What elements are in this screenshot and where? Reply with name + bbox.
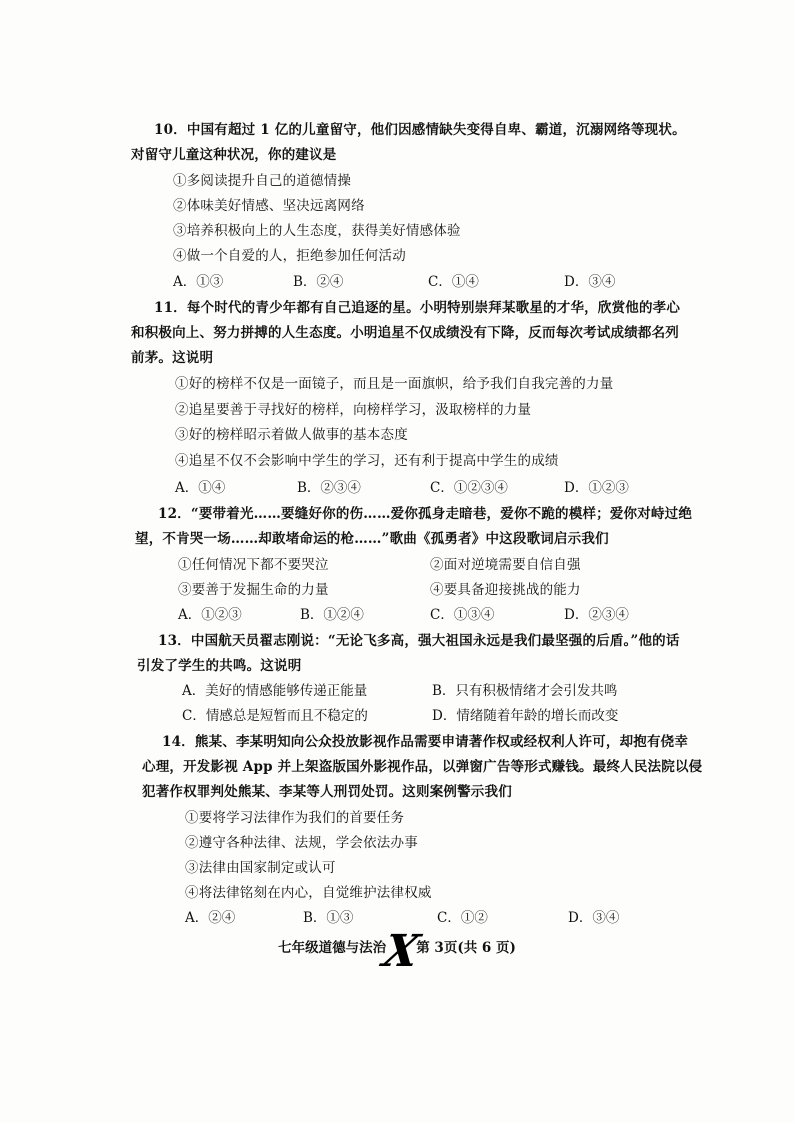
q11-item-3: ③好的榜样昭示着做人做事的基本态度 [175, 427, 408, 443]
q10-choice-a: A．①③ [173, 274, 224, 290]
q10-item-3: ③培养积极向上的人生态度，获得美好情感体验 [173, 223, 461, 239]
q14-stem-line-3: 犯著作权罪判处熊某、李某等人刑罚处罚。这则案例警示我们 [142, 784, 512, 800]
q11-choice-d: D．①②③ [564, 480, 629, 496]
q13-choice-b: B．只有积极情绪才会引发共鸣 [432, 683, 618, 699]
q12-stem-line-1: 12．“要带着光……要缝好你的伤……爱你孤身走暗巷，爱你不跪的模样；爱你对峙过绝 [158, 506, 693, 522]
q11-stem-line-2: 和积极向上、努力拼搏的人生态度。小明追星不仅成绩没有下降，反而每次考试成绩都名列 [131, 325, 679, 341]
q14-choice-d: D．③④ [568, 910, 620, 926]
q12-choice-a: A．①②③ [178, 607, 242, 623]
q14-choice-a: A．②④ [185, 910, 236, 926]
q12-choice-b: B．①②④ [300, 607, 364, 623]
q11-item-4: ④追星不仅不会影响中学生的学习，还有利于提高中学生的成绩 [175, 453, 559, 469]
q11-choice-b: B．②③④ [297, 480, 361, 496]
q14-stem-line-1: 14．熊某、李某明知向公众投放影视作品需要申请著作权或经权利人许可，却抱有侥幸 [162, 734, 689, 750]
q12-choice-c: C．①③④ [430, 607, 495, 623]
q14-item-1: ①要将学习法律作为我们的首要任务 [185, 810, 405, 826]
q12-item-4: ④要具备迎接挑战的能力 [430, 582, 581, 598]
q11-choice-a: A．①④ [175, 480, 226, 496]
q11-stem-line-3: 前茅。这说明 [131, 350, 214, 366]
q14-item-2: ②遵守各种法律、法规，学会依法办事 [185, 835, 418, 851]
q12-choice-d: D．②③④ [564, 607, 629, 623]
q13-stem-line-2: 引发了学生的共鸣。这说明 [137, 658, 302, 674]
footer-watermark-mark: X [378, 926, 424, 977]
q11-item-1: ①好的榜样不仅是一面镜子，而且是一面旗帜，给予我们自我完善的力量 [175, 376, 614, 392]
q10-stem-line-2: 对留守儿童这种状况，你的建议是 [131, 147, 337, 163]
q14-choice-c: C．①② [437, 910, 488, 926]
q10-choice-d: D．③④ [564, 274, 616, 290]
q10-stem-line-1: 10．中国有超过 1 亿的儿童留守，他们因感情缺失变得自卑、霸道，沉溺网络等现状。 [154, 122, 686, 138]
q14-item-3: ③法律由国家制定或认可 [185, 860, 336, 876]
q12-item-2: ②面对逆境需要自信自强 [430, 557, 581, 573]
q13-stem-line-1: 13．中国航天员翟志刚说：“无论飞多高，强大祖国永远是我们最坚强的后盾。”他的话 [158, 633, 680, 649]
q12-item-1: ①任何情况下都不要哭泣 [178, 557, 329, 573]
q10-item-1: ①多阅读提升自己的道德情操 [173, 173, 352, 189]
q11-choice-c: C．①②③④ [430, 480, 508, 496]
q10-item-4: ④做一个自爱的人，拒绝参加任何活动 [173, 248, 406, 264]
q10-choice-b: B．②④ [293, 274, 344, 290]
q12-stem-line-2: 望，不肯哭一场……却敢堵命运的枪……”歌曲《孤勇者》中这段歌词启示我们 [135, 531, 609, 547]
q10-choice-c: C．①④ [428, 274, 479, 290]
q11-item-2: ②追星要善于寻找好的榜样，向榜样学习，汲取榜样的力量 [175, 402, 532, 418]
q13-choice-d: D．情绪随着年龄的增长而改变 [432, 708, 619, 724]
q10-item-2: ②体味美好情感、坚决远离网络 [173, 198, 365, 214]
q13-choice-a: A．美好的情感能够传递正能量 [182, 683, 368, 699]
q14-item-4: ④将法律铭刻在内心，自觉维护法律权威 [185, 885, 432, 901]
q12-item-3: ③要善于发掘生命的力量 [178, 582, 329, 598]
q13-choice-c: C．情感总是短暂而且不稳定的 [182, 708, 368, 724]
q11-stem-line-1: 11．每个时代的青少年都有自己追逐的星。小明特别崇拜某歌星的才华，欣赏他的孝心 [154, 300, 681, 316]
footer-page-number: 第 3页(共 6 页) [416, 940, 516, 956]
q14-choice-b: B．①③ [303, 910, 354, 926]
q14-stem-line-2: 心理，开发影视 App 并上架盗版国外影视作品，以弹窗广告等形式赚钱。最终人民法院以侵 [142, 759, 703, 775]
page-footer [0, 926, 794, 977]
footer-subject: 七年级道德与法治 [278, 940, 387, 956]
